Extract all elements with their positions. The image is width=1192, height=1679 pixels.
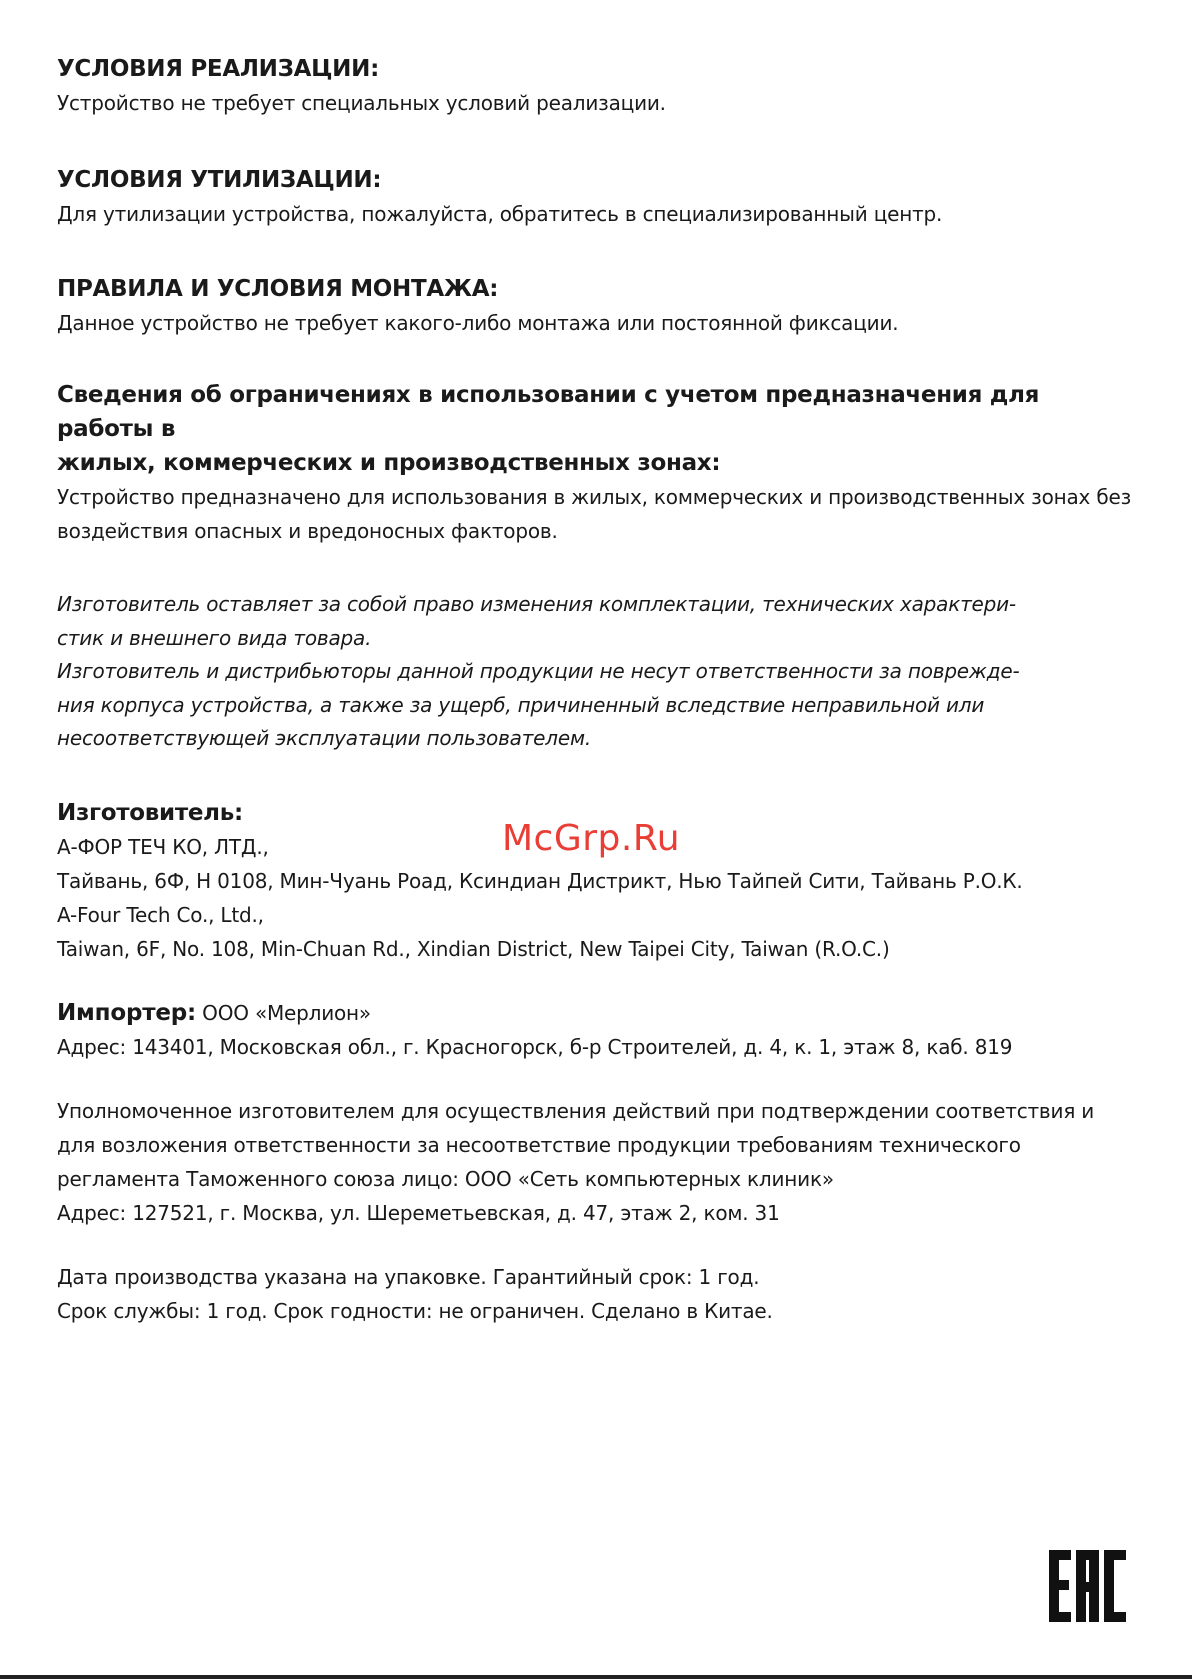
watermark-text: McGrp.Ru: [502, 818, 681, 859]
authorized-line: регламента Таможенного союза лицо: ООО «Сеть компьютерных клиник»: [57, 1166, 834, 1191]
disclaimer-line: стик и внешнего вида товара.: [57, 625, 372, 650]
authorized-line: Уполномоченное изготовителем для осуществления действий при подтверждении соответствия и: [57, 1098, 1095, 1123]
manufacturer-line: A-Four Tech Co., Ltd.,: [57, 902, 264, 927]
section-disposal-conditions: [57, 163, 1137, 231]
eac-mark-icon: [1047, 1550, 1127, 1622]
production-line: Дата производства указана на упаковке. Гарантийный срок: 1 год.: [57, 1264, 760, 1289]
disclaimer-line: несоответствующей эксплуатации пользователем.: [57, 726, 592, 750]
section-text: Устройство не требует специальных условий реализации.: [57, 91, 666, 115]
manufacturer-line: А-ФОР ТЕЧ КО, ЛТД.,: [57, 834, 269, 859]
section-heading: УСЛОВИЯ РЕАЛИЗАЦИИ:: [57, 56, 379, 82]
section-text: Данное устройство не требует какого-либо монтажа или постоянной фиксации.: [57, 311, 899, 335]
document-body: [57, 52, 1137, 1370]
manufacturer-line: Тайвань, 6Ф, Н 0108, Мин-Чуань Роад, Ксиндиан Дистрикт, Нью Тайпей Сити, Тайвань Р.О.К.: [57, 868, 1023, 893]
production-info-block: [57, 1260, 1137, 1328]
importer-address: Адрес: 143401, Московская обл., г. Красногорск, б-р Строителей, д. 4, к. 1, этаж 8, каб. 819: [57, 1034, 1013, 1059]
bottom-rule: [0, 1675, 1192, 1679]
authorized-line: для возложения ответственности за несоответствие продукции требованиям технического: [57, 1132, 1021, 1157]
section-mounting-rules: [57, 272, 1137, 340]
manufacturer-line: Taiwan, 6F, No. 108, Min-Chuan Rd., Xindian District, New Taipei City, Taiwan (R.O.C.): [57, 936, 890, 961]
disclaimer-line: Изготовитель и дистрибьюторы данной продукции не несут ответственности за поврежде-: [57, 659, 1020, 683]
importer-line: [57, 996, 1137, 1030]
disclaimer-line: ния корпуса устройства, а также за ущерб, причиненный вследствие неправильной или: [57, 692, 985, 717]
importer-label: Импортер:: [57, 999, 196, 1026]
authorized-person-block: [57, 1094, 1137, 1230]
section-sale-conditions: [57, 52, 1137, 120]
disclaimer: [57, 588, 1137, 756]
section-heading: Сведения об ограничениях в использовании с учетом предназначения для работы в: [57, 382, 1040, 442]
section-usage-restrictions: [57, 378, 1137, 548]
importer-block: [57, 996, 1137, 1064]
section-heading: УСЛОВИЯ УТИЛИЗАЦИИ:: [57, 167, 382, 193]
importer-name: ООО «Мерлион»: [196, 1000, 371, 1025]
disclaimer-line: Изготовитель оставляет за собой право изменения комплектации, технических характери-: [57, 592, 1016, 616]
production-line: Срок службы: 1 год. Срок годности: не ограничен. Сделано в Китае.: [57, 1298, 773, 1323]
section-text: Устройство предназначено для использования в жилых, коммерческих и производственных зонах без: [57, 485, 1131, 509]
section-text: воздействия опасных и вредоносных факторов.: [57, 519, 558, 543]
section-text: Для утилизации устройства, пожалуйста, обратитесь в специализированный центр.: [57, 202, 943, 226]
manufacturer-heading: Изготовитель:: [57, 799, 243, 826]
section-heading: жилых, коммерческих и производственных зонах:: [57, 450, 721, 476]
section-heading: ПРАВИЛА И УСЛОВИЯ МОНТАЖА:: [57, 276, 499, 302]
authorized-line: Адрес: 127521, г. Москва, ул. Шереметьевская, д. 47, этаж 2, ком. 31: [57, 1200, 780, 1225]
